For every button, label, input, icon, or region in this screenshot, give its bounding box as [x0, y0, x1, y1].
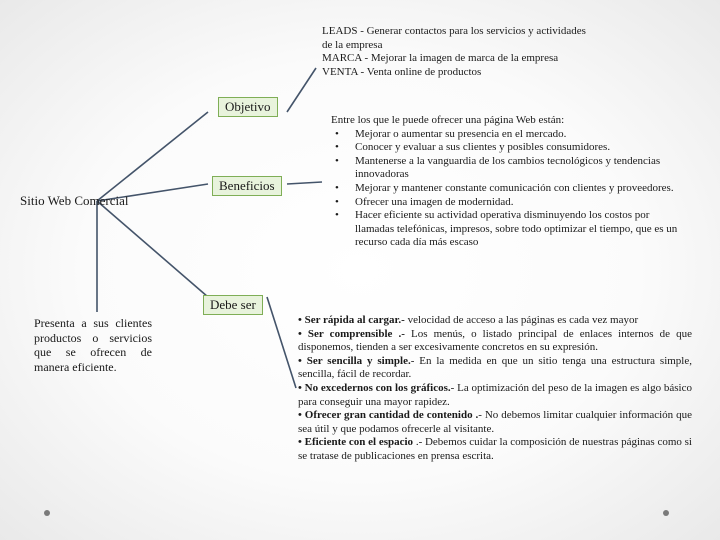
beneficios-intro: Entre los que le puede ofrecer una página Web están: — [331, 114, 565, 126]
beneficios-node: Beneficios — [212, 176, 282, 196]
corner-dot-icon — [44, 510, 50, 516]
list-item: • Ofrecer una imagen de modernidad. — [331, 196, 681, 210]
list-item: • Conocer y evaluar a sus clientes y posibles consumidores. — [331, 141, 681, 155]
debe-ser-description — [298, 314, 692, 464]
list-item: • Ser sencilla y simple.- En la medida en que un sitio tenga una estructura simple, sencilla, fácil de recordar. — [298, 354, 692, 381]
site-description: Presenta a sus clientes productos o servicios que se ofrecen de manera eficiente. — [34, 316, 152, 374]
list-item: • Mejorar o aumentar su presencia en el mercado. — [331, 128, 681, 142]
list-item: • Ser rápida al cargar.- velocidad de acceso a las páginas es cada vez mayor — [298, 314, 639, 326]
beneficios-description — [331, 114, 681, 250]
diagram-title: Sitio Web Comercial — [20, 193, 129, 208]
list-item: • Ser comprensible .- Los menús, o listado principal de enlaces internos de que disponemos, tienden a ser excesivamente concretos en su expresión. — [298, 327, 693, 354]
list-item: • Mantenerse a la vanguardia de los cambios tecnológicos y tendencias innovadoras — [331, 155, 681, 182]
list-item: • Eficiente con el espacio .- Debemos cuidar la composición de nuestras páginas como si se tratase de publicaciones en prensa escrita. — [298, 436, 692, 462]
objetivo-node: Objetivo — [218, 97, 278, 117]
list-item: • Ofrecer gran cantidad de contenido .- No debemos limitar cualquier información que sea útil y que podamos ofrecerle al visitante. — [298, 409, 692, 435]
leads-line: LEADS - Generar contactos para los servicios y actividades — [322, 25, 586, 37]
leads-line-cont: de la empresa — [322, 38, 383, 51]
corner-dot-icon — [663, 510, 669, 516]
list-item: • Mejorar y mantener constante comunicación con clientes y proveedores. — [331, 182, 681, 196]
list-item: • Hacer eficiente su actividad operativa disminuyendo los costos por llamadas telefónicas, impresos, sobre todo optimizar el tiempo, que es un recurso cada día más escaso — [331, 209, 681, 250]
marca-line: MARCA - Mejorar la imagen de marca de la empresa — [322, 52, 559, 65]
list-item: • No excedernos con los gráficos.- La optimización del peso de la imagen es algo básico para conseguir una mayor rapidez. — [298, 381, 692, 408]
debe-ser-node: Debe ser — [203, 295, 263, 315]
venta-line: VENTA - Venta online de productos — [322, 65, 482, 78]
objetivo-description — [322, 25, 652, 79]
beneficios-list — [331, 128, 681, 250]
